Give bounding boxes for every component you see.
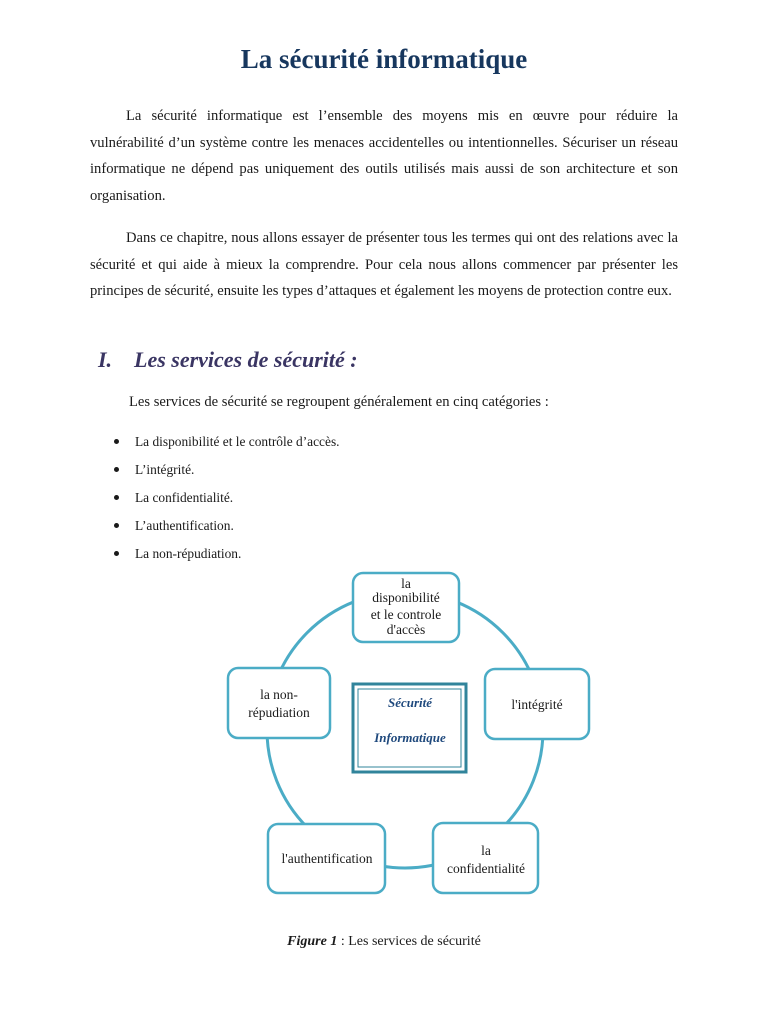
list-item: La non-répudiation.: [113, 542, 340, 570]
paragraph-1-text: La sécurité informatique est l’ensemble des moyens mis en œuvre pour réduire la vulnérabilité d’un système contre les menaces accidentelles ou intentionnelles. Sécuriser un réseau informatique ne dépend pas uniquement des outils utilisés mais aussi de son architecture et son organisation.: [90, 108, 678, 204]
bullet-icon: [114, 551, 119, 556]
svg-text:la non-: la non-: [260, 687, 298, 702]
paragraph-1: [90, 103, 678, 209]
section-intro: Les services de sécurité se regroupent généralement en cinq catégories :: [129, 394, 549, 410]
paragraph-2: [90, 225, 678, 305]
center-box: [353, 684, 466, 772]
svg-text:et le controle: et le controle: [370, 607, 442, 622]
node-authentification: [268, 824, 385, 893]
bullet-icon: [114, 439, 119, 444]
services-list: [113, 430, 340, 570]
section-title: Les services de sécurité :: [134, 347, 358, 372]
node-integrite: [485, 669, 589, 739]
bullet-icon: [114, 467, 119, 472]
svg-text:la: la: [401, 576, 411, 591]
svg-text:confidentialité: confidentialité: [447, 861, 525, 876]
list-item: La disponibilité et le contrôle d’accès.: [113, 430, 340, 458]
center-label-2: Informatique: [374, 730, 446, 745]
list-item: L’intégrité.: [113, 458, 340, 486]
node-non-repudiation: [228, 668, 330, 738]
paragraph-2-text: Dans ce chapitre, nous allons essayer de présenter tous les termes qui ont des relations avec la sécurité et qui aide à mieux la comprendre. Pour cela nous allons commencer par présenter les principes de sécurité, ensuite les types d’attaques et également les moyens de protection contre eux.: [90, 230, 678, 299]
list-item: La confidentialité.: [113, 486, 340, 514]
figure-caption: [0, 934, 768, 950]
section-heading: [98, 347, 358, 373]
page-title: La sécurité informatique: [240, 44, 528, 74]
bullet-icon: [114, 495, 119, 500]
svg-text:l'authentification: l'authentification: [281, 851, 373, 866]
svg-text:l'intégrité: l'intégrité: [511, 697, 563, 712]
figure-caption-text: : Les services de sécurité: [337, 934, 481, 949]
section-number: I.: [98, 347, 113, 372]
svg-text:disponibilité: disponibilité: [372, 590, 440, 605]
node-confidentialite: [433, 823, 538, 893]
list-item: L’authentification.: [113, 514, 340, 542]
svg-text:d'accès: d'accès: [386, 622, 426, 637]
svg-text:répudiation: répudiation: [248, 705, 310, 720]
figure-label: Figure 1: [287, 934, 338, 949]
svg-text:la: la: [481, 843, 491, 858]
center-label-1: Sécurité: [387, 695, 433, 710]
node-disponibilite: [353, 573, 459, 642]
bullet-icon: [114, 523, 119, 528]
services-diagram: [0, 560, 768, 910]
